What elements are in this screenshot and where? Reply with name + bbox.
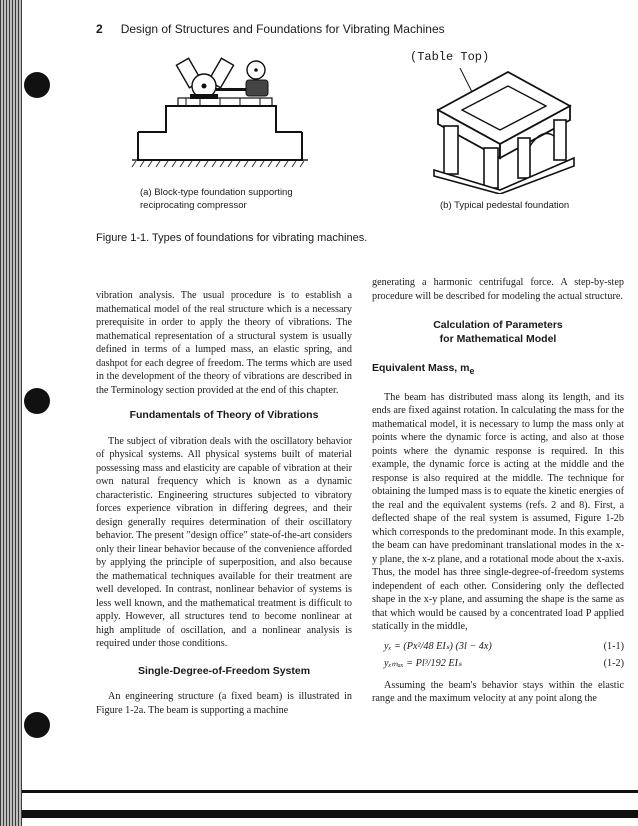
- subscript: e: [469, 366, 475, 377]
- figure-b-caption: (b) Typical pedestal foundation: [440, 200, 570, 211]
- subsection-heading: [372, 362, 624, 379]
- running-title: Design of Structures and Foundations for Vibrating Machines: [120, 22, 445, 36]
- paragraph: Assuming the beam's behavior stays within the elastic range and the maximum velocity at any point along the: [372, 679, 624, 705]
- section-heading: Fundamentals of Theory of Vibrations: [129, 409, 319, 421]
- binder-hole-icon: [24, 72, 50, 98]
- paragraph: vibration analysis. The usual procedure is to establish a mathematical model of the real structure which is a necessary prerequisite in order to apply the theory of vibrations. The mathematical representation of a structural system is usually defined in terms of a lumped mass, an elastic spring, and dashpot for each degree of freedom. The terms which are used in the development of the theory of vibrations are described in the Terminology section provided at the end of this chapter.: [96, 290, 352, 396]
- section-heading: Single-Degree-of-Freedom System: [137, 664, 311, 677]
- figure-a-caption: [140, 186, 293, 212]
- subsection-heading-text: Equivalent Mass, m: [372, 362, 470, 374]
- binder-hole-icon: [24, 712, 50, 738]
- paragraph: An engineering structure (a fixed beam) is illustrated in Figure 1-2a. The beam is supporting a machine: [96, 691, 352, 716]
- equation-number: (1-2): [603, 658, 624, 670]
- section-heading: for Mathematical Model: [439, 332, 557, 345]
- section-heading: Calculation of Parameters: [433, 319, 563, 331]
- equation: [372, 640, 624, 654]
- paragraph: The beam has distributed mass along its length, and its ends are fixed against rotation. In calculating the mass for the mathematical model, it is necessary to lump the mass only at points where the dynamic force is acting, and also at those points where the dynamic response is required. In this example, the dynamic force is acting at the middle and the response is also required at the middle. The technique for obtaining the lumped mass is to equate the kinetic energies of the real and the equivalent systems (refs. 2 and 8). First, a deflected shape of the real system is assumed, Figure 1-2b which corresponds to the predominant mode. In this example, the beam can have predominant translational modes in the x-y plane, the x-z plane, and a rotational mode about the x-axis. Thus, the model has three single-degree-of-freedom systems independent of each other. Considering only the deflected shape in the x-y plane, and assuming the shape is the same as that which would be caused by a concentrated load P applied statically in the middle,: [372, 391, 624, 633]
- table-top-label: (Table Top): [410, 50, 490, 64]
- bottom-rule: [22, 810, 638, 818]
- paragraph: The subject of vibration deals with the oscillatory behavior of physical systems. All physical systems built of material possessing mass and elasticity are capable of vibration at their own natural frequency which is known as a dynamic characteristic. Engineering structures subjected to vibratory forces experience vibration in differing degrees, and their design generally requires determination of their oscillatory behavior. The present "design office" state-of-the-art considers only their linear behavior because of the convenience afforded by applying the principle of superposition, and also because the mathematical techniques available for their treatment are well developed. In contrast, nonlinear behavior of systems is less well known, and the mathematical treatment is difficult to apply. However, all structures tend to become nonlinear at high amplitude of oscillation, and a nonlinear analysis is required under those conditions.: [96, 435, 352, 649]
- equation-number: (1-1): [603, 640, 624, 652]
- block-foundation-figure: [130, 48, 320, 173]
- scan-edge: [0, 0, 22, 826]
- equation-text: yₓₘₐₓ = Pl³/192 EIₛ: [384, 658, 462, 670]
- equation-text: yₓ = (Px²/48 EIₛ) (3l − 4x): [384, 640, 492, 652]
- caption-a-line: (a) Block-type foundation supporting: [140, 187, 293, 198]
- running-header: [96, 22, 445, 36]
- figure-caption: Figure 1-1. Types of foundations for vibrating machines.: [96, 232, 368, 244]
- binder-hole-icon: [24, 388, 50, 414]
- left-column: [96, 289, 352, 717]
- right-column: [372, 276, 624, 706]
- equation: [372, 657, 624, 671]
- bottom-rule: [22, 790, 638, 793]
- page-number: 2: [96, 22, 103, 36]
- caption-a-line: reciprocating compressor: [140, 200, 247, 211]
- paragraph: generating a harmonic centrifugal force. A step-by-step procedure will be described for modeling the actual structure.: [372, 277, 624, 302]
- pedestal-foundation-figure: [420, 66, 590, 194]
